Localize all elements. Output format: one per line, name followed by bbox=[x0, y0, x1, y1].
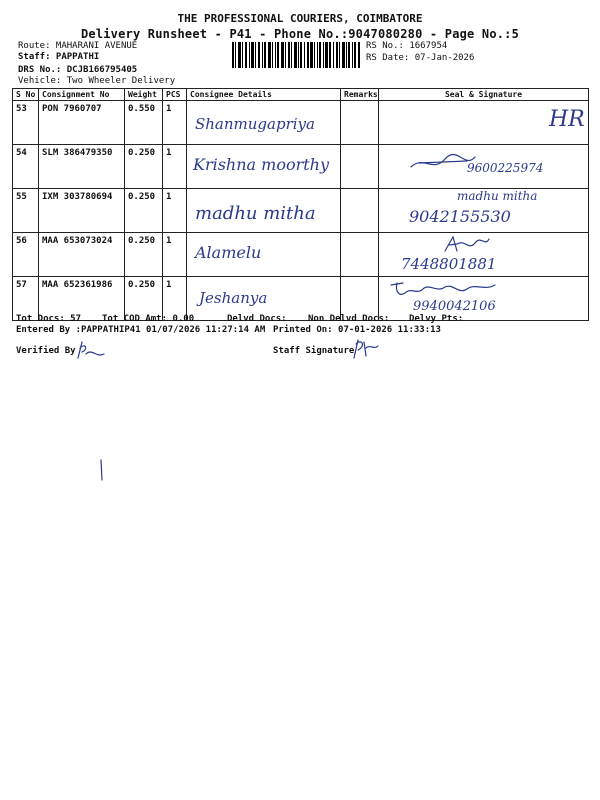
sno-cell: 53 bbox=[13, 101, 39, 145]
consignment-cell: SLM 386479350 bbox=[39, 145, 125, 189]
tot-docs: Tot Docs: 57 bbox=[16, 314, 82, 324]
weight-cell: 0.250 bbox=[125, 145, 163, 189]
signature-phone: 7448801881 bbox=[401, 255, 497, 273]
signature-phone: 9940042106 bbox=[413, 299, 496, 314]
table-row bbox=[13, 277, 589, 321]
staff-signature-label: Staff Signature bbox=[273, 346, 355, 356]
signature-scribble bbox=[389, 279, 499, 301]
delivery-points: Delvy Pts: bbox=[409, 314, 464, 324]
tot-cod-amount: Tot COD Amt: 0.00 bbox=[102, 314, 195, 324]
col-header-remarks: Remarks bbox=[341, 89, 379, 101]
consignee-handwriting: Shanmugapriya bbox=[195, 115, 315, 133]
pcs-cell: 1 bbox=[163, 145, 187, 189]
non-delivered-docs: Non Delvd Docs: bbox=[308, 314, 390, 324]
signature-cell bbox=[379, 101, 589, 145]
consignee-handwriting: Jeshanya bbox=[199, 289, 268, 307]
staff-signature-mark bbox=[350, 338, 380, 360]
signature-handwriting: HR bbox=[549, 107, 585, 132]
verified-by-label: Verified By bbox=[16, 346, 76, 356]
company-title: THE PROFESSIONAL COURIERS, COIMBATORE bbox=[177, 12, 423, 25]
signature-cell bbox=[379, 145, 589, 189]
consignee-cell bbox=[187, 101, 341, 145]
barcode-image bbox=[232, 42, 360, 68]
consignment-cell: MAA 652361986 bbox=[39, 277, 125, 321]
remarks-cell bbox=[341, 233, 379, 277]
table-row bbox=[13, 189, 589, 233]
verified-signature bbox=[74, 340, 108, 362]
route-label: Route: MAHARANI AVENUE bbox=[18, 41, 138, 51]
signature-cell bbox=[379, 189, 589, 233]
col-header-sno: S No bbox=[13, 89, 39, 101]
entered-by: Entered By :PAPPATHIP41 01/07/2026 11:27:14 AM bbox=[16, 325, 266, 335]
pcs-cell: 1 bbox=[163, 101, 187, 145]
pcs-cell: 1 bbox=[163, 233, 187, 277]
table-row bbox=[13, 145, 589, 189]
sno-cell: 57 bbox=[13, 277, 39, 321]
remarks-cell bbox=[341, 145, 379, 189]
rs-date: RS Date: 07-Jan-2026 bbox=[366, 53, 475, 63]
signature-handwriting: madhu mitha bbox=[457, 189, 538, 203]
vehicle-label: Vehicle: Two Wheeler Delivery bbox=[18, 76, 176, 86]
signature-phone: 9042155530 bbox=[409, 207, 511, 226]
consignee-handwriting: Alamelu bbox=[195, 243, 262, 262]
consignee-cell bbox=[187, 189, 341, 233]
consignment-cell: PON 7960707 bbox=[39, 101, 125, 145]
drs-number: DRS No.: DCJB166795405 bbox=[18, 65, 138, 75]
rs-number: RS No.: 1667954 bbox=[366, 41, 448, 51]
weight-cell: 0.250 bbox=[125, 277, 163, 321]
consignment-cell: IXM 303780694 bbox=[39, 189, 125, 233]
pen-stroke-mark bbox=[98, 458, 106, 482]
consignee-handwriting: madhu mitha bbox=[195, 203, 316, 224]
consignment-cell: MAA 653073024 bbox=[39, 233, 125, 277]
remarks-cell bbox=[341, 101, 379, 145]
sno-cell: 55 bbox=[13, 189, 39, 233]
signature-scribble bbox=[441, 235, 491, 255]
col-header-signature: Seal & Signature bbox=[379, 89, 589, 101]
weight-cell: 0.550 bbox=[125, 101, 163, 145]
weight-cell: 0.250 bbox=[125, 233, 163, 277]
table-header-row bbox=[13, 89, 589, 101]
printed-on: Printed On: 07-01-2026 11:33:13 bbox=[273, 325, 441, 335]
table-row bbox=[13, 233, 589, 277]
col-header-pcs: PCS bbox=[163, 89, 187, 101]
pcs-cell: 1 bbox=[163, 189, 187, 233]
consignee-cell bbox=[187, 145, 341, 189]
weight-cell: 0.250 bbox=[125, 189, 163, 233]
signature-cell bbox=[379, 233, 589, 277]
staff-label: Staff: PAPPATHI bbox=[18, 52, 100, 62]
runsheet-subtitle: Delivery Runsheet - P41 - Phone No.:9047080280 - Page No.:5 bbox=[80, 27, 520, 41]
col-header-consignment: Consignment No bbox=[39, 89, 125, 101]
col-header-weight: Weight bbox=[125, 89, 163, 101]
sno-cell: 56 bbox=[13, 233, 39, 277]
remarks-cell bbox=[341, 189, 379, 233]
consignee-handwriting: Krishna moorthy bbox=[193, 155, 330, 174]
sno-cell: 54 bbox=[13, 145, 39, 189]
delivered-docs: Delvd Docs: bbox=[227, 314, 287, 324]
signature-phone: 9600225974 bbox=[467, 161, 544, 175]
table-row bbox=[13, 101, 589, 145]
pcs-cell: 1 bbox=[163, 277, 187, 321]
runsheet-table bbox=[12, 88, 589, 321]
col-header-consignee: Consignee Details bbox=[187, 89, 341, 101]
consignee-cell bbox=[187, 233, 341, 277]
